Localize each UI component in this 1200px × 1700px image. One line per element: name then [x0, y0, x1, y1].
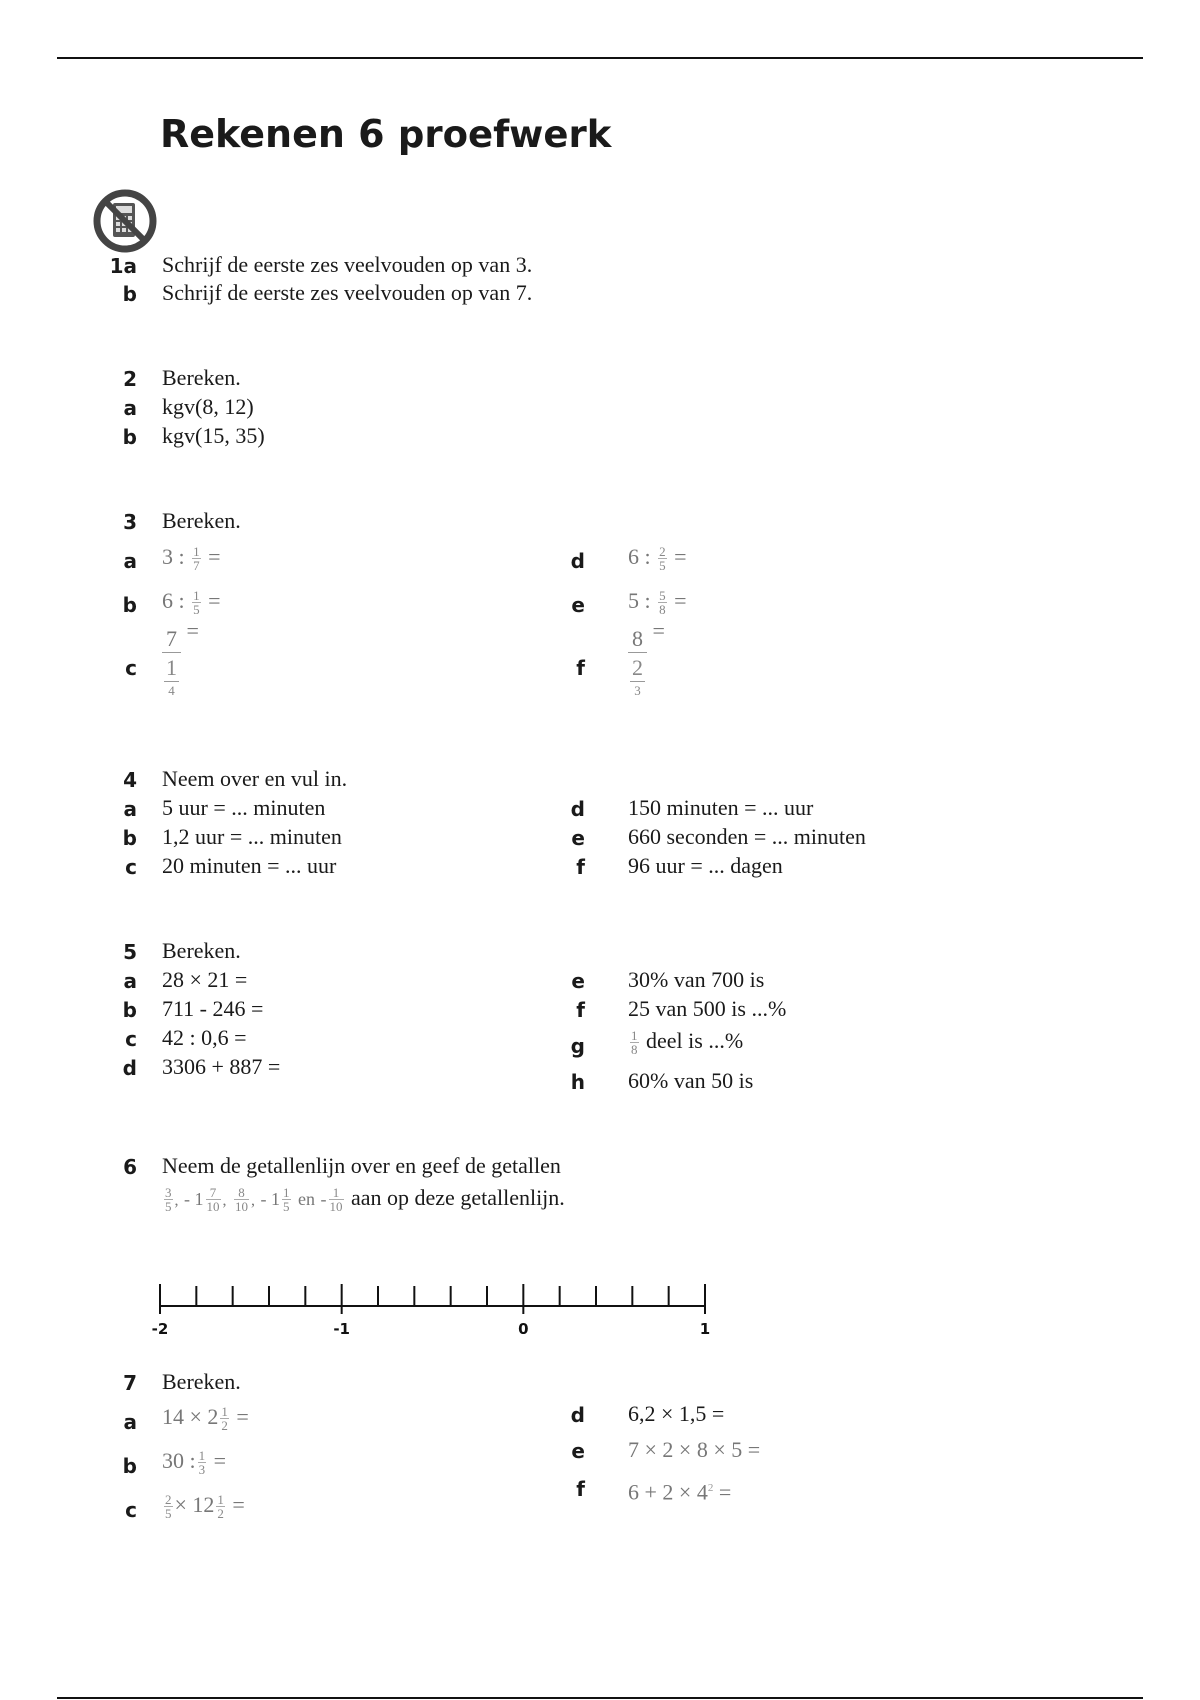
q5g-label: g	[570, 1034, 585, 1058]
q6-f4-whole: - 1	[260, 1189, 280, 1209]
q5b-text: 711 - 246 =	[162, 996, 264, 1021]
q3b-label: b	[122, 593, 137, 617]
q7b-dividend: 30 :	[162, 1448, 196, 1473]
q3b-expression	[162, 588, 221, 616]
q5c-text: 42 : 0,6 =	[162, 1025, 247, 1050]
q7a-whole: 14 × 2	[162, 1404, 219, 1429]
q3a-expression	[162, 544, 221, 572]
q5b-label: b	[122, 998, 137, 1022]
q7c-numerator-2: 1	[217, 1492, 224, 1508]
q3b-dividend: 6 :	[162, 588, 185, 613]
q3c-sub-denominator: 4	[168, 683, 175, 698]
q2a-text: kgv(8, 12)	[162, 394, 254, 419]
q4-number: 4	[123, 768, 137, 792]
q5e-text: 30% van 700 is	[628, 967, 765, 992]
q7a-equals: =	[236, 1404, 249, 1429]
q3c-sub-numerator: 1	[166, 655, 177, 680]
q6-f4-numerator: 1	[283, 1185, 290, 1201]
q3f-sub-numerator: 2	[632, 655, 643, 680]
q7-intro: Bereken.	[162, 1369, 241, 1394]
q3e-dividend: 5 :	[628, 588, 651, 613]
q7e-label: e	[571, 1439, 585, 1463]
q7b-expression	[162, 1448, 226, 1476]
q7a-numerator: 1	[221, 1404, 228, 1420]
q4e-label: e	[571, 826, 585, 850]
q6-f1-denominator: 5	[165, 1199, 172, 1215]
q3f-numerator: 8	[628, 626, 647, 653]
q7f-expression	[628, 1475, 731, 1505]
q5g-text: deel is ...%	[646, 1028, 744, 1053]
q5d-label: d	[122, 1056, 137, 1080]
q7f-equals: =	[718, 1479, 732, 1505]
q6-f3-numerator: 8	[234, 1186, 249, 1200]
q6-f2-numerator: 7	[206, 1186, 221, 1200]
q4-intro: Neem over en vul in.	[162, 766, 348, 791]
q4a-text: 5 uur = ... minuten	[162, 795, 326, 820]
q3d-label: d	[570, 549, 585, 573]
q3c-expression	[162, 618, 199, 698]
q5g-expression	[628, 1028, 743, 1056]
q6-f2-whole: - 1	[184, 1189, 204, 1209]
q4d-label: d	[570, 797, 585, 821]
q7d-label: d	[570, 1403, 585, 1427]
q6-f3-denominator: 10	[235, 1199, 248, 1215]
q7c-label: c	[125, 1498, 137, 1522]
q3f-equals: =	[652, 618, 665, 643]
q5a-label: a	[123, 969, 137, 993]
q3b-equals: =	[208, 588, 221, 613]
q3e-denominator: 8	[659, 602, 666, 618]
q3d-dividend: 6 :	[628, 544, 651, 569]
q1a-number: 1a	[109, 254, 137, 278]
number-line-label: -1	[333, 1320, 351, 1338]
q3f-sub-denominator: 3	[634, 683, 641, 698]
q5g-numerator: 1	[631, 1028, 638, 1044]
q4b-label: b	[122, 826, 137, 850]
q3e-numerator: 5	[659, 588, 666, 604]
q7-number: 7	[123, 1371, 137, 1395]
q3a-numerator: 1	[193, 544, 200, 560]
q3f-expression	[628, 618, 665, 698]
q3e-label: e	[571, 593, 585, 617]
q7c-expression	[162, 1492, 245, 1520]
q4b-text: 1,2 uur = ... minuten	[162, 824, 342, 849]
q2b-label: b	[122, 425, 137, 449]
q6-sep-2: ,	[222, 1192, 227, 1209]
q7e-text: 7 × 2 × 8 × 5 =	[628, 1437, 761, 1462]
page-title	[160, 112, 611, 156]
q7c-denominator-2: 2	[217, 1506, 224, 1522]
q7a-denominator: 2	[221, 1418, 228, 1434]
q5-intro: Bereken.	[162, 938, 241, 963]
q1b-text: Schrijf de eerste zes veelvouden op van 7.	[162, 280, 533, 305]
q5-number: 5	[123, 940, 137, 964]
q7b-equals: =	[213, 1448, 227, 1473]
number-line-label: 1	[699, 1320, 711, 1338]
q1a-text: Schrijf de eerste zes veelvouden op van 3.	[162, 252, 533, 277]
top-rule	[57, 57, 1143, 59]
q3d-equals: =	[674, 544, 687, 569]
title-main: Rekenen 6	[160, 112, 385, 156]
number-line-label: -2	[151, 1320, 169, 1338]
q3a-denominator: 7	[193, 558, 200, 574]
q5a-text: 28 × 21 =	[162, 967, 248, 992]
q5g-denominator: 8	[631, 1042, 638, 1058]
q3a-dividend: 3 :	[162, 544, 185, 569]
q6-f1-numerator: 3	[165, 1185, 172, 1201]
q6-fractions-line	[162, 1185, 565, 1214]
q7c-equals: =	[232, 1492, 245, 1517]
no-calculator-icon	[92, 188, 158, 254]
q3-number: 3	[123, 510, 137, 534]
q6-f5-numerator: 1	[329, 1186, 344, 1200]
q3d-numerator: 2	[659, 544, 666, 560]
q2-number: 2	[123, 367, 137, 391]
q5h-text: 60% van 50 is	[628, 1068, 754, 1093]
q1b-label: b	[122, 282, 137, 306]
bottom-rule	[57, 1697, 1143, 1699]
q6-f4-denominator: 5	[283, 1199, 290, 1215]
number-line-label: 0	[518, 1320, 529, 1338]
q4f-text: 96 uur = ... dagen	[628, 853, 783, 878]
q3f-label: f	[576, 656, 585, 680]
q3d-expression	[628, 544, 687, 572]
q3e-expression	[628, 588, 687, 616]
title-sub: proefwerk	[397, 113, 612, 156]
q7c-denominator: 5	[165, 1506, 172, 1522]
q4c-label: c	[125, 855, 137, 879]
q3a-label: a	[123, 549, 137, 573]
q7a-label: a	[123, 1410, 137, 1434]
q4d-text: 150 minuten = ... uur	[628, 795, 814, 820]
q7b-denominator: 3	[198, 1462, 206, 1478]
q3c-numerator: 7	[162, 626, 181, 653]
number-line	[150, 1272, 730, 1342]
q6-f5-sign: -	[320, 1189, 327, 1209]
q2-intro: Bereken.	[162, 365, 241, 390]
q6-f5-denominator: 10	[329, 1199, 343, 1215]
q7a-expression	[162, 1404, 249, 1432]
q7b-label: b	[122, 1454, 137, 1478]
q3-intro: Bereken.	[162, 508, 241, 533]
q5d-text: 3306 + 887 =	[162, 1054, 281, 1079]
q3b-denominator: 5	[193, 602, 200, 618]
q3b-numerator: 1	[193, 588, 200, 604]
q2b-text: kgv(15, 35)	[162, 423, 265, 448]
q3c-label: c	[125, 656, 137, 680]
q5c-label: c	[125, 1027, 137, 1051]
q7f-exponent: 2	[707, 1482, 714, 1494]
q7f-label: f	[576, 1477, 585, 1501]
q5f-text: 25 van 500 is ...%	[628, 996, 787, 1021]
q5f-label: f	[576, 998, 585, 1022]
q6-sep-1: ,	[174, 1192, 179, 1209]
q6-outro: aan op deze getallenlijn.	[351, 1185, 565, 1210]
q5h-label: h	[570, 1070, 585, 1094]
q4e-text: 660 seconden = ... minuten	[628, 824, 866, 849]
q6-number: 6	[123, 1155, 137, 1179]
q6-sep-3: ,	[251, 1192, 255, 1209]
q7b-numerator: 1	[198, 1448, 206, 1464]
q7d-text: 6,2 × 1,5 =	[628, 1401, 725, 1426]
q4c-text: 20 minuten = ... uur	[162, 853, 337, 878]
q7c-numerator: 2	[165, 1492, 172, 1508]
q3c-equals: =	[186, 618, 199, 643]
q3a-equals: =	[208, 544, 221, 569]
q6-intro: Neem de getallenlijn over en geef de getallen	[162, 1153, 561, 1178]
q4a-label: a	[123, 797, 137, 821]
q6-f2-denominator: 10	[206, 1199, 220, 1215]
q2a-label: a	[123, 396, 137, 420]
q3d-denominator: 5	[659, 558, 666, 574]
q7c-times: × 12	[174, 1492, 215, 1517]
q7f-base: 6 + 2 × 4	[628, 1479, 708, 1505]
q3e-equals: =	[674, 588, 687, 613]
q4f-label: f	[576, 855, 585, 879]
q6-en: en	[298, 1189, 315, 1209]
q5e-label: e	[571, 969, 585, 993]
